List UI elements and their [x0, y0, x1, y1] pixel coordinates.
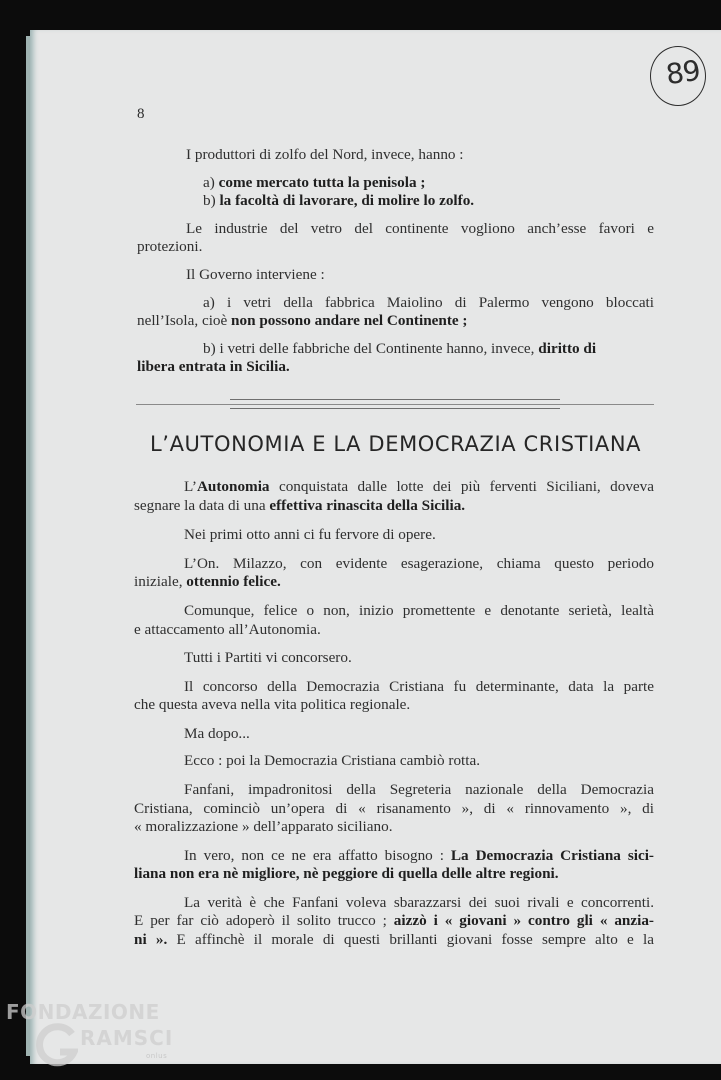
text-plain: iniziale,: [134, 573, 187, 590]
item-bold: come mercato tutta la penisola ;: [218, 174, 426, 191]
text-line: [134, 865, 559, 883]
divider-rule: [230, 399, 560, 400]
text-bold: Autonomia: [196, 478, 270, 495]
text-line: [134, 931, 654, 949]
text-line: Ecco : poi la Democrazia Cristiana cambiò rotta.: [184, 752, 481, 769]
text-bold: ottennio felice.: [186, 573, 281, 590]
text-line: [134, 912, 654, 930]
text-plain: L’: [184, 478, 197, 495]
text-line: « moralizzazione » dell’apparato siciliano.: [134, 818, 393, 835]
text-line: [203, 340, 596, 358]
text-bold: ni ».: [134, 931, 168, 948]
text-bold: La Democrazia Cristiana sici-: [450, 847, 654, 864]
section-heading: L’AUTONOMIA E LA DEMOCRAZIA CRISTIANA: [150, 432, 642, 456]
text-line: Le industrie del vetro del continente vogliono anch’esse favori e: [186, 220, 654, 237]
text-plain: E affinchè il morale di questi brillanti giovani fosse sempre alto e la: [167, 931, 654, 948]
text-plain: In vero, non ce ne era affatto bisogno :: [184, 847, 451, 864]
text-bold: non possono andare nel Continente ;: [231, 312, 468, 329]
watermark-logo: [0, 998, 190, 1078]
text-line: Il Governo interviene :: [186, 266, 325, 283]
list-item-b: [203, 192, 474, 210]
text-line: Ma dopo...: [184, 725, 250, 742]
watermark-line-2: RAMSCI: [80, 1026, 174, 1050]
text-bold: liana non era nè migliore, nè peggiore di quella delle altre regioni.: [134, 865, 559, 882]
text-line: protezioni.: [137, 238, 203, 255]
list-item-a: [203, 174, 425, 192]
text-line: L’On. Milazzo, con evidente esagerazione, chiama questo periodo: [184, 555, 654, 572]
item-prefix: b): [203, 192, 216, 209]
text-line: e attaccamento all’Autonomia.: [134, 621, 321, 638]
watermark-line-1: FONDAZIONE: [6, 1000, 160, 1024]
text-line: Tutti i Partiti vi concorsero.: [184, 649, 352, 666]
text-line: [184, 478, 654, 496]
text-line: che questa aveva nella vita politica regionale.: [134, 696, 411, 713]
text-line: Fanfani, impadronitosi della Segreteria nazionale della Democrazia: [184, 781, 654, 798]
text-line: a) i vetri della fabbrica Maiolino di Palermo vengono bloccati: [203, 294, 654, 311]
watermark-sub: onlus: [146, 1052, 168, 1060]
text-line: Il concorso della Democrazia Cristiana fu determinante, data la parte: [184, 678, 654, 695]
text-bold: libera entrata in Sicilia.: [137, 358, 290, 375]
text-line: [137, 312, 467, 330]
text-line: I produttori di zolfo del Nord, invece, hanno :: [186, 146, 464, 163]
text-plain: segnare la data di una: [134, 497, 270, 514]
page-number: 8: [137, 106, 145, 122]
text-line: [137, 358, 290, 376]
item-prefix: a): [203, 174, 215, 191]
text-plain: b) i vetri delle fabbriche del Continente hanno, invece,: [203, 340, 535, 357]
text-line: [184, 847, 654, 865]
text-line: Comunque, felice o non, inizio promettente e denotante serietà, lealtà: [184, 602, 654, 619]
text-plain: nell’Isola, cioè: [137, 312, 232, 329]
text-line: La verità è che Fanfani voleva sbarazzarsi dei suoi rivali e concorrenti.: [184, 894, 654, 911]
text-plain: conquistata dalle lotte dei più ferventi Siciliani, doveva: [269, 478, 654, 495]
text-bold: diritto di: [538, 340, 597, 357]
text-plain: E per far ciò adoperò il solito trucco ;: [134, 912, 394, 929]
watermark-g-icon: [34, 1022, 78, 1070]
text-line: Cristiana, cominciò un’opera di « risanamento », di « rinnovamento », di: [134, 800, 654, 817]
divider-rule: [230, 408, 560, 409]
text-line: [134, 573, 281, 591]
folio-number: 89: [663, 53, 702, 92]
text-bold: effettiva rinascita della Sicilia.: [269, 497, 466, 514]
text-bold: aizzò i « giovani » contro gli « anzia-: [393, 912, 654, 929]
text-line: [134, 497, 465, 515]
divider-rule: [136, 404, 654, 405]
item-bold: la facoltà di lavorare, di molire lo zolfo.: [219, 192, 475, 209]
text-line: Nei primi otto anni ci fu fervore di opere.: [184, 526, 436, 543]
